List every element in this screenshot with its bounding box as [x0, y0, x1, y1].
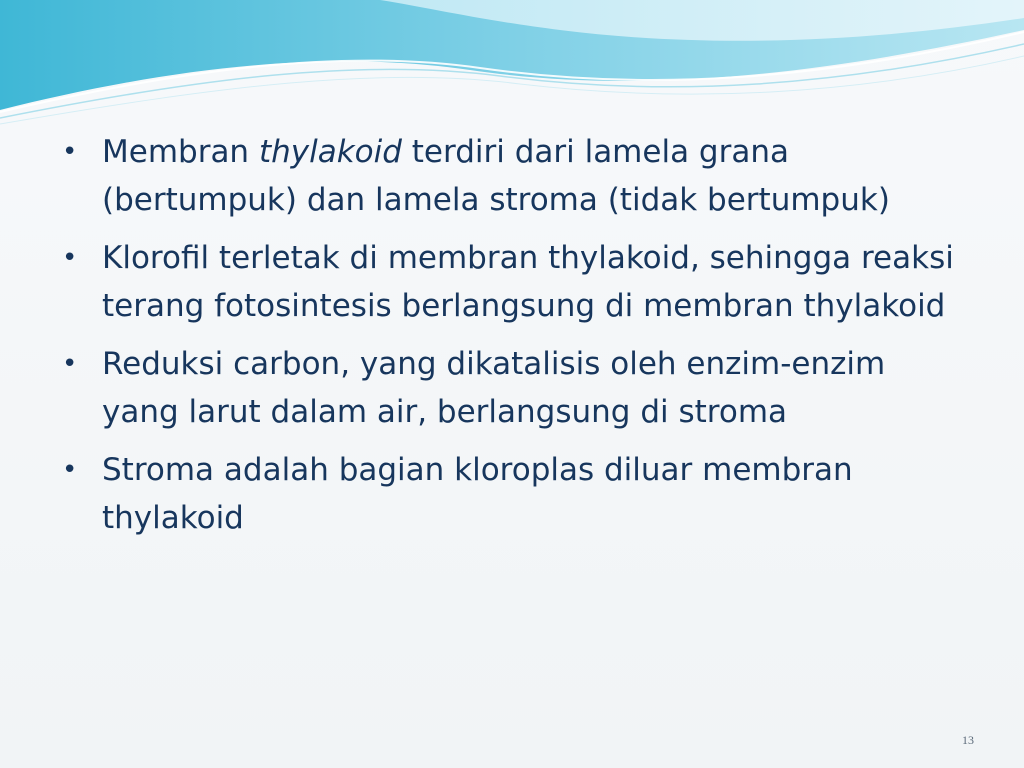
bullet-item-1-suffix: terdiri dari lamela grana (bertumpuk) dan lamela stroma (tidak bertumpuk): [102, 134, 890, 218]
bullet-list: [58, 128, 958, 542]
bullet-dot-icon: •: [62, 349, 78, 379]
bullet-dot-icon: •: [62, 243, 78, 273]
bullet-item-1-prefix: Membran: [102, 134, 259, 170]
bullet-dot-icon: •: [62, 455, 78, 485]
bullet-item-2: [58, 234, 958, 330]
bullet-dot-icon: •: [62, 137, 78, 167]
slide-number: 13: [962, 733, 974, 747]
bullet-item-3-text: Reduksi carbon, yang dikatalisis oleh enzim-enzim yang larut dalam air, berlangsung di stroma: [102, 346, 886, 430]
bullet-item-3: [58, 340, 958, 436]
bullet-item-2-text: Klorofil terletak di membran thylakoid, sehingga reaksi terang fotosintesis berlangsung di membran thylakoid: [102, 240, 954, 324]
bullet-item-4-text: Stroma adalah bagian kloroplas diluar membran thylakoid: [102, 452, 853, 536]
bullet-item-4: [58, 446, 958, 542]
header-wave-decoration: [0, 0, 1024, 130]
slide-content: [58, 128, 958, 552]
bullet-item-1-italic-term: thylakoid: [258, 134, 402, 170]
bullet-item-1: [58, 128, 958, 224]
